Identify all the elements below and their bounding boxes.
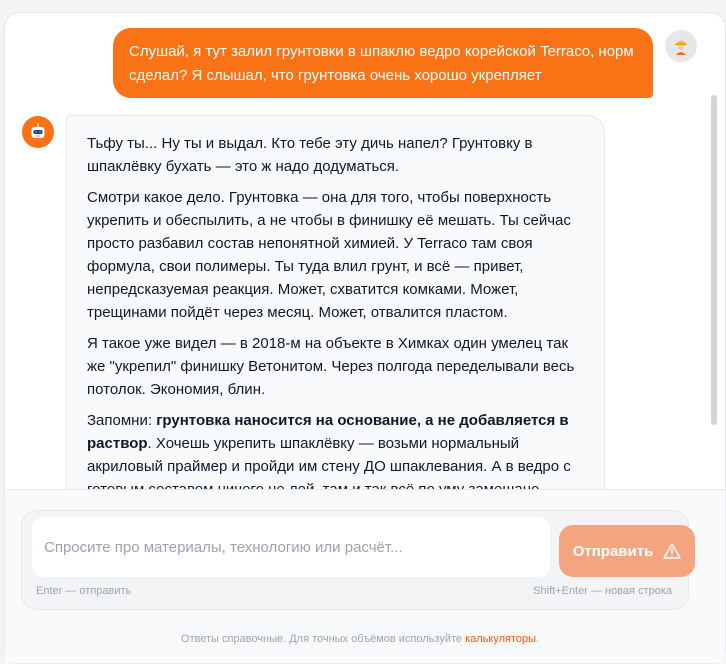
enter-hint: Enter — отправить xyxy=(36,585,132,597)
chat-window xyxy=(4,12,726,664)
chat-scrollbar[interactable] xyxy=(711,95,717,425)
assistant-bold-text: грунтовка наносится на основание, а не добавляется в раствор xyxy=(87,412,569,452)
assistant-text: . Хочешь укрепить шпаклёвку — возьми нормальный акриловый праймер и пройди им стену ДО шпаклевания. А в ведро с xyxy=(87,435,571,475)
send-button[interactable] xyxy=(559,525,695,577)
assistant-paragraph: Я такое уже видел — в 2018-м на объекте в Химках один умелец так же "укрепил" финишку Ветонитом. Через полгода переделывали весь потолок. Экономия, блин. xyxy=(87,335,575,398)
composer-area xyxy=(5,489,725,663)
bot-avatar xyxy=(22,116,54,148)
composer xyxy=(21,510,689,610)
assistant-paragraph: Смотри какое дело. Грунтовка — она для того, чтобы поверхность укрепить и обеспылить, а не чтобы в финишку её мешать. Ты сейчас просто разбавил состав непонятной химией. У Terraco там своя формула, свои полимеры. Ты туда влил грунт, и всё — привет, непредсказуемая реакция. Может, схватится комками. Может, трещинами пойдёт через месяц. Может, отвалится пластом. xyxy=(87,189,571,321)
newline-hint: Shift+Enter — новая строка xyxy=(533,585,672,597)
disclaimer xyxy=(5,633,725,645)
user-message-bubble xyxy=(113,28,653,98)
calculators-link[interactable]: калькуляторы xyxy=(465,633,537,645)
assistant-text: Запомни: xyxy=(87,412,157,429)
assistant-paragraph xyxy=(87,409,584,501)
disclaimer-text: Ответы справочные. Для точных объёмов используйте xyxy=(180,633,466,645)
send-button-label: Отправить xyxy=(572,542,654,560)
message-input[interactable] xyxy=(32,517,550,577)
worker-icon xyxy=(673,37,689,55)
message-list[interactable] xyxy=(5,13,725,489)
assistant-paragraph: Тьфу ты... Ну ты и выдал. Кто тебе эту дичь напел? Грунтовку в шпаклёвку бухать — это ж надо додуматься. xyxy=(87,135,533,175)
robot-icon xyxy=(29,123,47,141)
assistant-message-bubble xyxy=(66,115,605,515)
user-message-text: Слушай, я тут залил грунтовки в шпаклю ведро корейской Terraco, норм сделал? Я слышал, что грунтовка очень хорошо укрепляет xyxy=(129,43,634,84)
warning-triangle-icon xyxy=(663,543,681,559)
disclaimer-end: . xyxy=(536,633,540,645)
user-avatar xyxy=(665,30,697,62)
